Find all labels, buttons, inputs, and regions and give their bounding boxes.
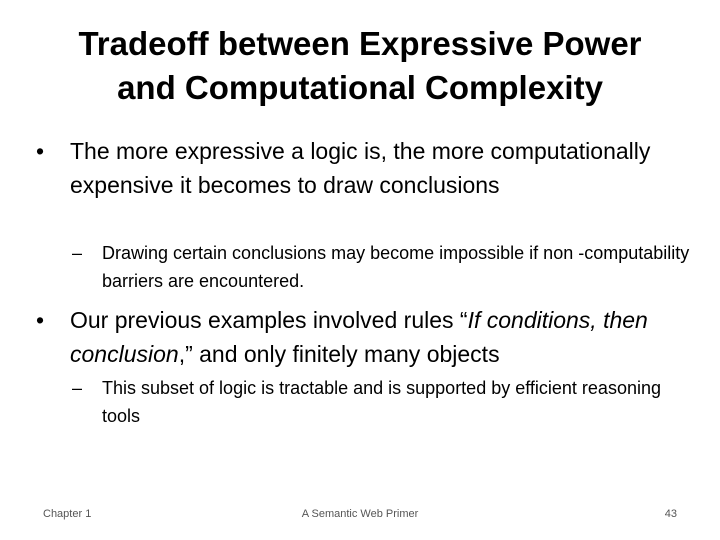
- slide-title: [30, 22, 690, 110]
- bullet-1: [36, 134, 696, 202]
- sub-bullet-2: [72, 374, 692, 430]
- bullet-marker: •: [36, 307, 45, 333]
- sub-bullet-marker: –: [72, 378, 83, 398]
- sub-bullet-1-text: Drawing certain conclusions may become impossible if non -computability barriers are encountered.: [102, 243, 690, 291]
- bullet-2-text-italic: If conditions, then conclusion: [70, 307, 648, 367]
- title-line-2: and Computational Complexity: [117, 69, 603, 106]
- footer-book-title: A Semantic Web Primer: [301, 508, 419, 520]
- bullet-2-text-a: Our previous examples involved rules “: [70, 307, 468, 333]
- bullet-1-text: The more expressive a logic is, the more computationally expensive it becomes to draw conclusions: [70, 138, 651, 198]
- sub-bullet-marker: –: [72, 243, 83, 263]
- bullet-2: [36, 303, 696, 371]
- footer-page-number: 43: [664, 508, 677, 520]
- bullet-2-text-c: ,” and only finitely many objects: [178, 341, 500, 367]
- sub-bullet-2-text: This subset of logic is tractable and is supported by efficient reasoning tools: [102, 378, 661, 426]
- footer-chapter: Chapter 1: [43, 508, 92, 520]
- bullet-marker: •: [36, 138, 45, 164]
- sub-bullet-1: [72, 239, 692, 295]
- title-line-1: Tradeoff between Expressive Power: [78, 25, 642, 62]
- bullet-2-text: [70, 303, 696, 371]
